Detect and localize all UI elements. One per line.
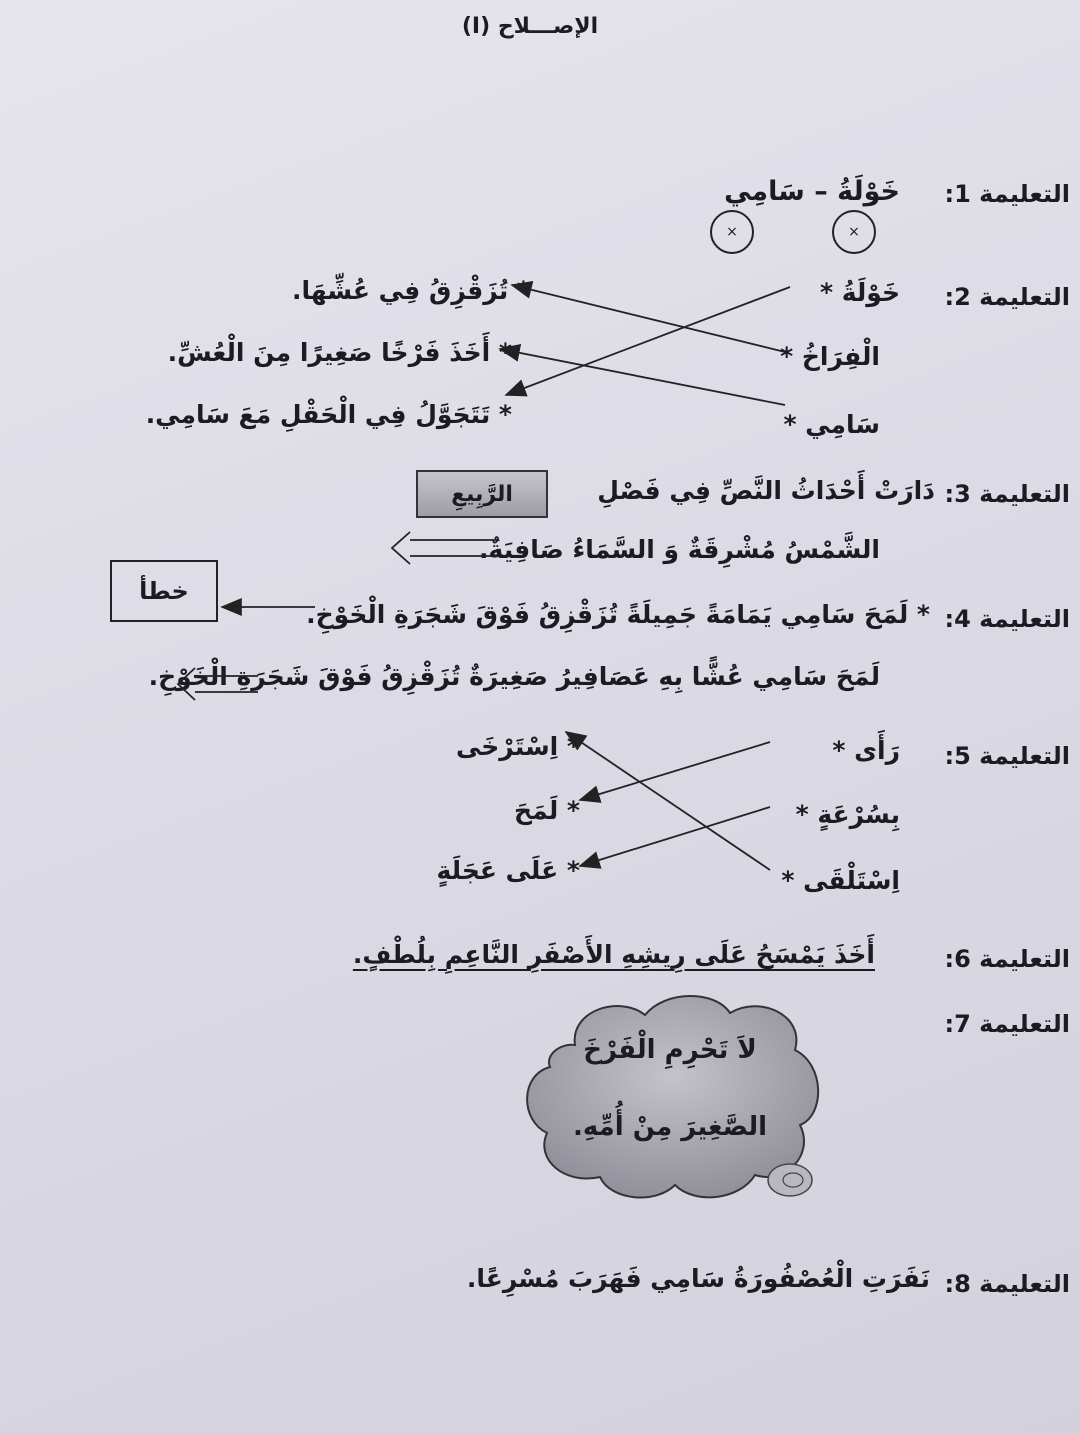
ex5-line-raa <box>580 742 770 800</box>
ex2-right-1: * تُزَقْزِقُ فِي عُشِّهَا. <box>292 276 530 305</box>
ex4-sentence: * لَمَحَ سَامِي يَمَامَةً جَمِيلَةً تُزَقْزِقُ فَوْقَ شَجَرَةِ الْخَوْخِ. <box>306 600 930 629</box>
ex7-label: التعليمة 7: <box>944 1010 1070 1038</box>
ex3-label: التعليمة 3: <box>944 480 1070 508</box>
ex2-left-3: سَامِي * <box>783 410 880 439</box>
ex7-line-2: الصَّغِيرَ مِنْ أُمِّهِ. <box>572 1112 767 1142</box>
ex2-left-1: خَوْلَةُ * <box>819 278 900 307</box>
ex1-label: التعليمة 1: <box>944 180 1070 208</box>
ex5-right-3: * عَلَى عَجَلَةٍ <box>436 856 580 885</box>
ex8-label: التعليمة 8: <box>944 1270 1070 1298</box>
ex3-arrow-head <box>392 532 410 564</box>
ex8-answer: نَفَرَتِ الْعُصْفُورَةُ سَامِي فَهَرَبَ مُسْرِعًا. <box>466 1264 930 1293</box>
ex1-mark-khawla: × <box>832 210 876 254</box>
ex2-left-2: الْفِرَاخُ * <box>780 342 880 371</box>
ex7-line-1: لاَ تَحْرِمِ الْفَرْخَ <box>583 1035 757 1065</box>
ex5-left-3: اِسْتَلْقَى * <box>781 866 900 895</box>
ex2-right-2: * أَخَذَ فَرْخًا صَغِيرًا مِنَ الْعُشِّ. <box>167 338 512 367</box>
ex5-line-istalqa <box>566 732 770 870</box>
page-title: الإصـــلاح (I) <box>461 14 599 39</box>
ex2-right-3: * تَتَجَوَّلُ فِي الْحَقْلِ مَعَ سَامِي. <box>145 400 512 429</box>
ex3-reason: الشَّمْسُ مُشْرِقَةٌ وَ السَّمَاءُ صَافِيَةٌ. <box>479 535 880 564</box>
ex3-sentence: دَارَتْ أَحْدَاثُ النَّصِّ فِي فَصْلِ <box>597 476 935 505</box>
ex3-answer-box: الرَّبِيعِ <box>416 470 548 518</box>
ex4-correction: لَمَحَ سَامِي عُشًّا بِهِ عَصَافِيرُ صَغِيرَةٌ تُزَقْزِقُ فَوْقَ شَجَرَةِ الْخَوْخِ. <box>148 662 880 691</box>
ex1-names: خَوْلَةُ – سَامِي <box>724 176 900 207</box>
ex2-label: التعليمة 2: <box>944 283 1070 311</box>
ex5-left-1: رَأَى * <box>832 736 900 765</box>
ex2-line-sami <box>500 349 785 405</box>
ex5-right-1: * اِسْتَرْخَى <box>456 732 580 761</box>
ex5-line-bisura <box>580 807 770 866</box>
ex5-left-2: بِسُرْعَةٍ * <box>795 800 900 829</box>
ex1-mark-sami: × <box>710 210 754 254</box>
ex6-label: التعليمة 6: <box>944 945 1070 973</box>
ex2-line-firakh <box>512 285 785 352</box>
ex4-verdict-box: خطأ <box>110 560 218 622</box>
ex4-arrow-head <box>178 668 195 700</box>
ex4-label: التعليمة 4: <box>944 605 1070 633</box>
ex6-answer: أَخَذَ يَمْسَحُ عَلَى رِيشِهِ الأَصْفَرِ النَّاعِمِ بِلُطْفٍ. <box>352 940 875 969</box>
ex5-right-2: * لَمَحَ <box>514 796 580 825</box>
ex5-label: التعليمة 5: <box>944 742 1070 770</box>
